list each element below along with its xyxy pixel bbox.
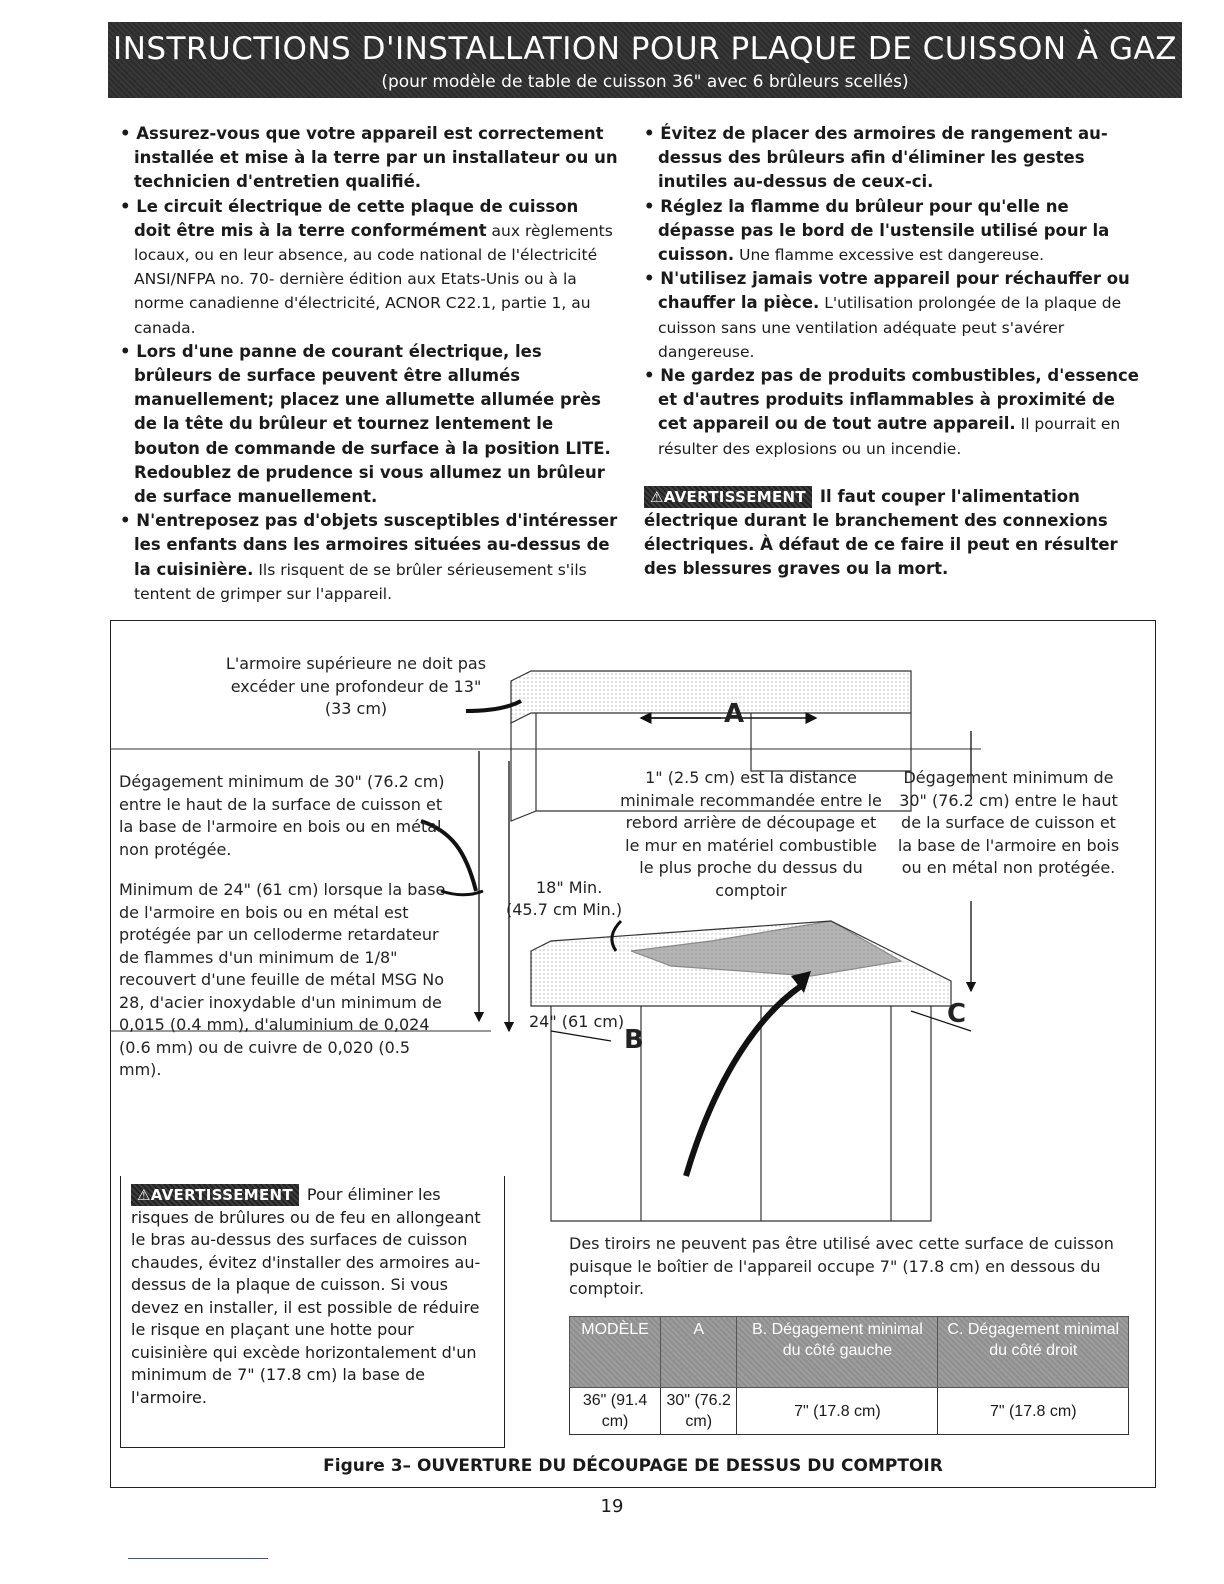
list-item: • Lors d'une panne de courant électrique, les brûleurs de surface peuvent être allumés manuellement; placez une allumette allumée près de la tête du brûleur et tournez lentement le bouton de commande de surface à la position LITE. Redoublez de prudence si vous allumez un brûleur de surface manuellement. (120, 341, 611, 507)
list-item: • Assurez-vous que votre appareil est correctement installée et mise à la terre par un installateur ou un technicien d'entretien qualifié. (120, 124, 618, 192)
table-header: B. Dégagement minimal du côté gauche (737, 1317, 938, 1388)
left-column (120, 122, 620, 606)
warning-burns-text: Pour éliminer les risques de brûlures ou de feu en allongeant le bras au-dessus des surfaces de cuisson chaudes, évitez d'installer des armoires au-dessus de la plaque de cuisson. Si vous devez en installer, il est possible de réduire le risque en plaçant une hotte pour cuisinière qui excède horizontalement d'un minimum de 7" (17.8 cm) la base de l'armoire. (131, 1185, 481, 1407)
table-cell: 30" (76.2 cm) (661, 1388, 737, 1435)
label-24: 24" (61 cm) (529, 1012, 625, 1031)
dimensions-table (569, 1316, 1129, 1435)
list-item: • Le circuit électrique de cette plaque de cuisson doit être mis à la terre conformément aux règlements locaux, ou en leur absence, au code national de l'électricité ANSI/NFPA no. 70- dernière édition aux Etats-Unis ou à la norme canadienne d'électricité, ACNOR C22.1, partie 1, au canada. (120, 196, 613, 337)
page-number: 19 (600, 1496, 624, 1517)
page-subtitle: (pour modèle de table de cuisson 36" avec 6 brûleurs scellés) (381, 72, 909, 92)
label-drawers-note: Des tiroirs ne peuvent pas être utilisé avec cette surface de cuisson puisque le boîtier de l'appareil occupe 7" (17.8 cm) en dessous du comptoir. (569, 1234, 1114, 1298)
warning-electrical (644, 485, 1144, 582)
list-item: • N'entreposez pas d'objets susceptibles d'intéresser les enfants dans les armoires situées au-dessus de la cuisinière. Ils risquent de se brûler sérieusement s'ils tentent de grimper sur l'appareil. (120, 511, 618, 603)
label-clearance-left: Dégagement minimum de 30" (76.2 cm) entre le haut de la surface de cuisson et la base de l'armoire en bois ou en métal non protégée. (119, 772, 445, 859)
list-item: • N'utilisez jamais votre appareil pour réchauffer ou chauffer la pièce. L'utilisation prolongée de la plaque de cuisson sans une ventilation adéquate peut s'avérer dangereuse. (644, 269, 1130, 361)
table-row (570, 1388, 1129, 1435)
label-clearance-right: Dégagement minimum de 30" (76.2 cm) entre le haut de la surface de cuisson et la base de l'armoire en bois ou en métal non protégée. (897, 768, 1120, 877)
table-cell: 7" (17.8 cm) (938, 1388, 1129, 1435)
warning-badge-burns: ⚠AVERTISSEMENT (131, 1184, 299, 1206)
figure-3 (110, 620, 1156, 1488)
header-banner (108, 22, 1182, 98)
table-header: C. Dégagement minimal du côté droit (938, 1317, 1129, 1388)
list-item: • Évitez de placer des armoires de rangement au-dessus des brûleurs afin d'éliminer les gestes inutiles au-dessus de ceux-ci. (644, 124, 1108, 192)
warning-box-burns (120, 1176, 505, 1448)
right-column (644, 122, 1144, 582)
figure-caption: Figure 3– OUVERTURE DU DÉCOUPAGE DE DESSUS DU COMPTOIR (323, 1456, 943, 1476)
label-minimum-24: Minimum de 24" (61 cm) lorsque la base de l'armoire en bois ou en métal est protégée par un celloderme retardateur de flammes d'un minimum de 1/8" recouvert d'une feuille de métal MSG No 28, d'acier inoxydable d'un minimum de 0,015 (0.4 mm), d'aluminium de 0,024 (0.6 mm) ou de cuivre de 0,020 (0.5 mm). (119, 880, 446, 1079)
table-cell: 36" (91.4 cm) (570, 1388, 661, 1435)
label-18-min-cm: (45.7 cm Min.) (506, 900, 623, 919)
list-item: • Ne gardez pas de produits combustibles, d'essence et d'autres produits inflammables à proximité de cet appareil ou de tout autre appareil. Il pourrait en résulter des explosions ou un incendie. (644, 366, 1139, 458)
list-item: • Réglez la flamme du brûleur pour qu'elle ne dépasse pas le bord de l'ustensile utilisé pour la cuisson. Une flamme excessive est dangereuse. (644, 196, 1110, 265)
label-b: B (624, 1025, 644, 1055)
warning-electrical-text: Il faut couper l'alimentation électrique durant le branchement des connexions électriques. À défaut de ce faire il peut en résulter des blessures graves ou la mort. (644, 486, 1118, 579)
table-cell: 7" (17.8 cm) (737, 1388, 938, 1435)
label-18-min: 18" Min. (536, 878, 603, 897)
label-min-distance: 1" (2.5 cm) est la distance minimale recommandée entre le rebord arrière de découpage et le mur en matériel combustible le plus proche du dessus du comptoir (620, 768, 882, 900)
table-header: MODÈLE (570, 1317, 661, 1388)
label-c: C (947, 999, 967, 1029)
warning-badge: ⚠AVERTISSEMENT (644, 486, 812, 508)
countertop (531, 921, 951, 1221)
table-header: A (661, 1317, 737, 1388)
footer-rule (128, 1558, 268, 1559)
cutout-arrow (686, 986, 801, 1176)
label-a: A (724, 699, 745, 729)
label-cabinet-depth: L'armoire supérieure ne doit pas excéder une profondeur de 13" (33 cm) (225, 654, 487, 718)
page-title: INSTRUCTIONS D'INSTALLATION POUR PLAQUE DE CUISSON À GAZ (113, 31, 1177, 67)
